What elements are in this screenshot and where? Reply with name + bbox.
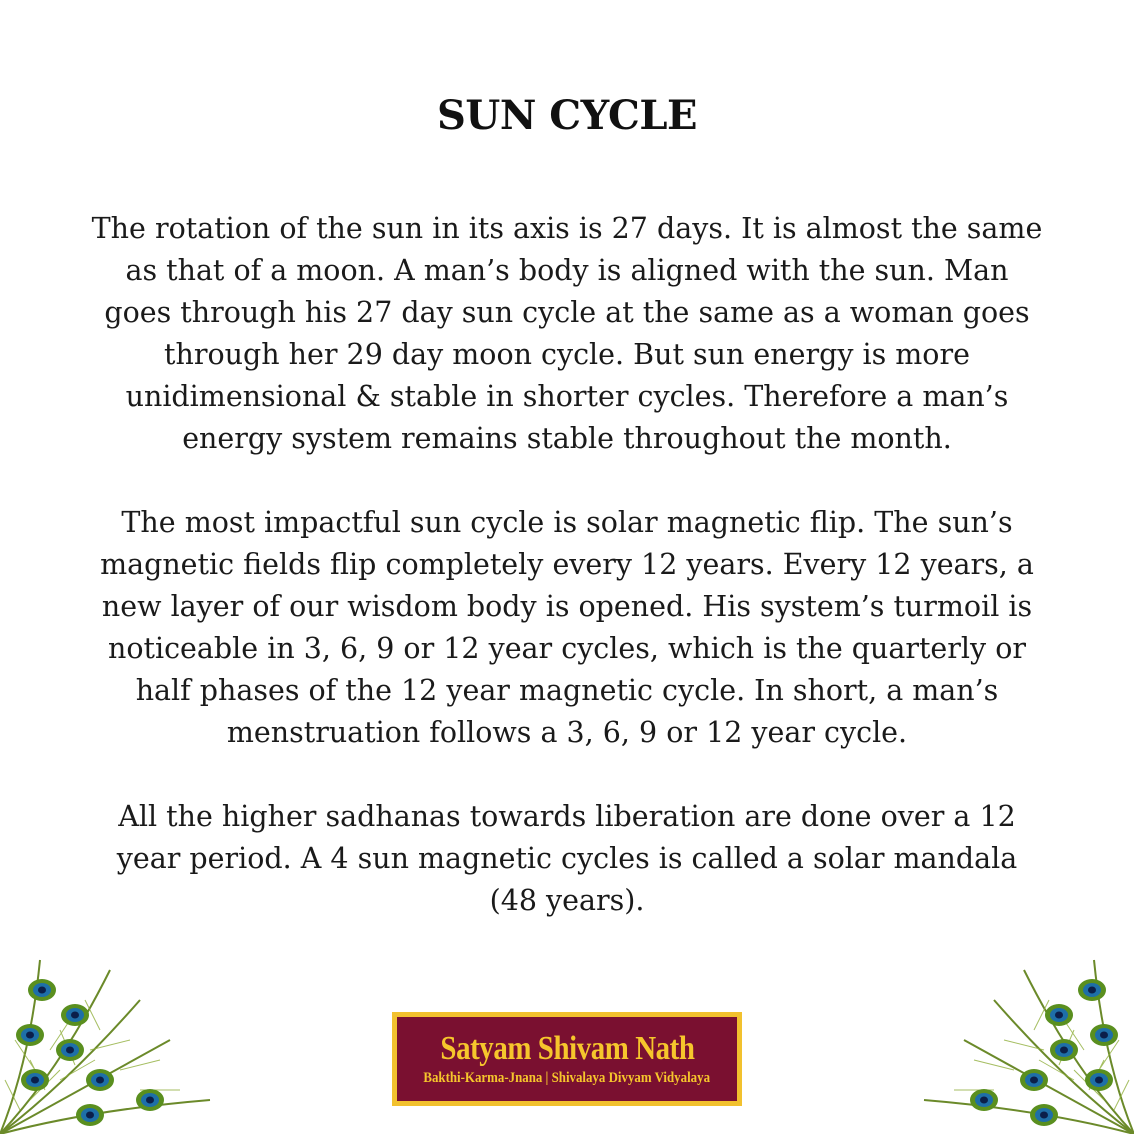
brand-name: Satyam Shivam Nath <box>439 1030 695 1067</box>
page-title: SUN CYCLE <box>437 92 697 139</box>
paragraph-1: The rotation of the sun in its axis is 27 days. It is almost the same as that of a moon. A man’s body is aligned with the sun. Man goes through his 27 day sun cycle at the same as a woman goes through her 29 day moon cycle. But sun energy is more unidimensional & stable in shorter cycles. Therefore a man’s energy system remains stable throughout the month. <box>91 212 1043 455</box>
brand-tagline: Bakthi-Karma-Jnana | Shivalaya Divyam Vidyalaya <box>423 1070 711 1086</box>
body-text <box>90 208 1044 964</box>
peacock-feather-icon <box>0 950 220 1134</box>
peacock-feather-icon <box>914 950 1134 1134</box>
paragraph-3: All the higher sadhanas towards liberation are done over a 12 year period. A 4 sun magnetic cycles is called a solar mandala (48 years). <box>116 800 1018 917</box>
brand-logo <box>392 1012 742 1106</box>
brand-logo-panel <box>397 1017 737 1101</box>
paragraph-2: The most impactful sun cycle is solar magnetic flip. The sun’s magnetic fields flip completely every 12 years. Every 12 years, a new layer of our wisdom body is opened. His system’s turmoil is noticeable in 3, 6, 9 or 12 year cycles, which is the quarterly or half phases of the 12 year magnetic cycle. In short, a man’s menstruation follows a 3, 6, 9 or 12 year cycle. <box>100 506 1034 749</box>
